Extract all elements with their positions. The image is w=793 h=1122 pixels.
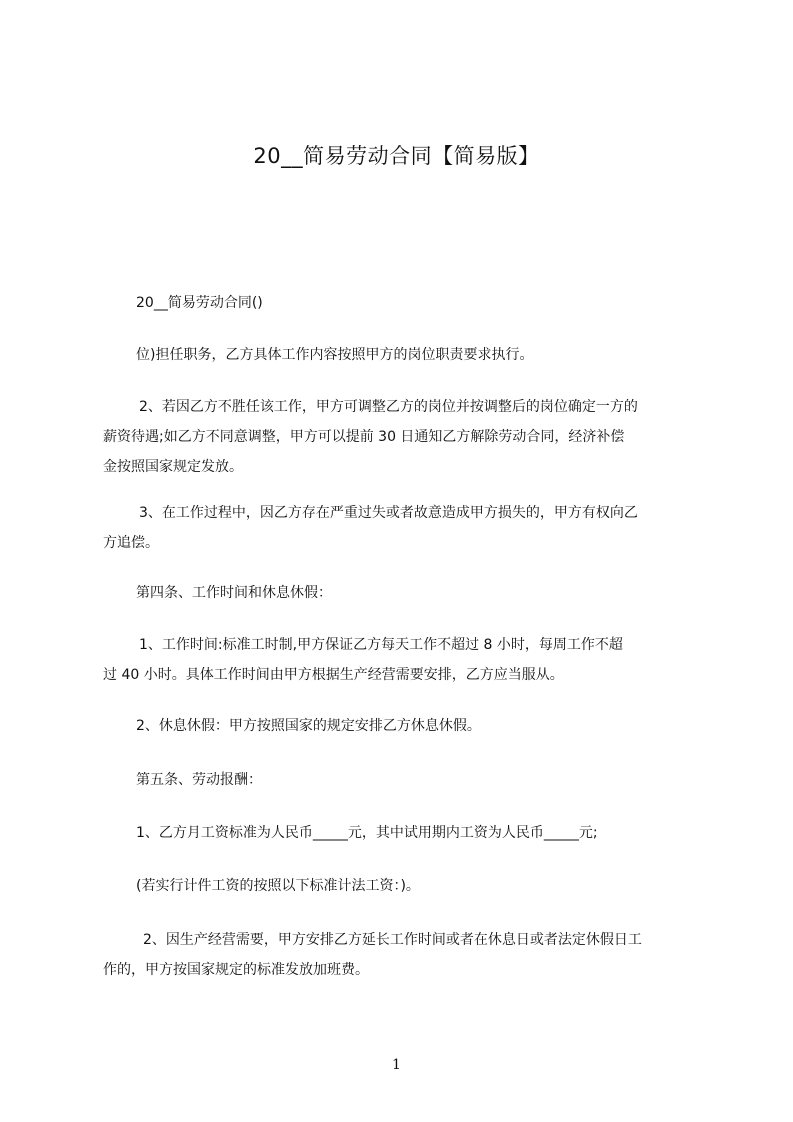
paragraph-line: 薪资待遇;如乙方不同意调整，甲方可以提前 30 日通知乙方解除劳动合同，经济补偿 <box>103 429 625 445</box>
paragraph-line: 方追偿。 <box>103 535 159 551</box>
paragraph-monthly-salary <box>103 818 746 848</box>
page-number: 1 <box>392 1057 401 1073</box>
paragraph-overtime-pay <box>103 925 713 985</box>
paragraph-line: 作的，甲方按国家规定的标准发放加班费。 <box>103 962 369 978</box>
paragraph-line: 1、乙方月工资标准为人民币_____元，其中试用期内工资为人民币_____元; <box>136 825 598 841</box>
contract-subtitle: 20__简易劳动合同() <box>136 295 263 311</box>
paragraph-line: 金按照国家规定发放。 <box>103 459 243 475</box>
document-title: 20__简易劳动合同【简易版】 <box>253 144 540 168</box>
section-heading-article-4 <box>103 578 746 608</box>
section-heading: 第四条、工作时间和休息休假： <box>136 585 332 601</box>
paragraph-clause-3-compensation <box>103 498 713 558</box>
paragraph-line: 2、因生产经营需要，甲方安排乙方延长工作时间或者在休息日或者法定休假日工 <box>143 932 642 948</box>
paragraph-line: 3、在工作过程中，因乙方存在严重过失或者故意造成甲方损失的，甲方有权向乙 <box>139 505 638 521</box>
paragraph-rest-leave <box>103 711 746 741</box>
paragraph-piece-rate-wage <box>103 871 746 901</box>
paragraph-job-duty <box>103 340 746 370</box>
paragraph-line: 2、休息休假：甲方按照国家的规定安排乙方休息休假。 <box>136 718 481 734</box>
paragraph-clause-2-adjustment <box>103 392 713 482</box>
paragraph-line: 过 40 小时。具体工作时间由甲方根据生产经营需要安排，乙方应当服从。 <box>103 667 564 683</box>
paragraph-line: (若实行计件工资的按照以下标准计法工资：)。 <box>136 878 420 894</box>
paragraph-line: 2、若因乙方不胜任该工作，甲方可调整乙方的岗位并按调整后的岗位确定一方的 <box>139 399 638 415</box>
section-heading-article-5 <box>103 765 746 795</box>
paragraph-line: 1、工作时间:标准工时制,甲方保证乙方每天工作不超过 8 小时，每周工作不超 <box>139 637 623 653</box>
paragraph-working-hours <box>103 630 713 690</box>
paragraph-line: 位)担任职务，乙方具体工作内容按照甲方的岗位职责要求执行。 <box>136 347 534 363</box>
section-heading: 第五条、劳动报酬： <box>136 772 262 788</box>
